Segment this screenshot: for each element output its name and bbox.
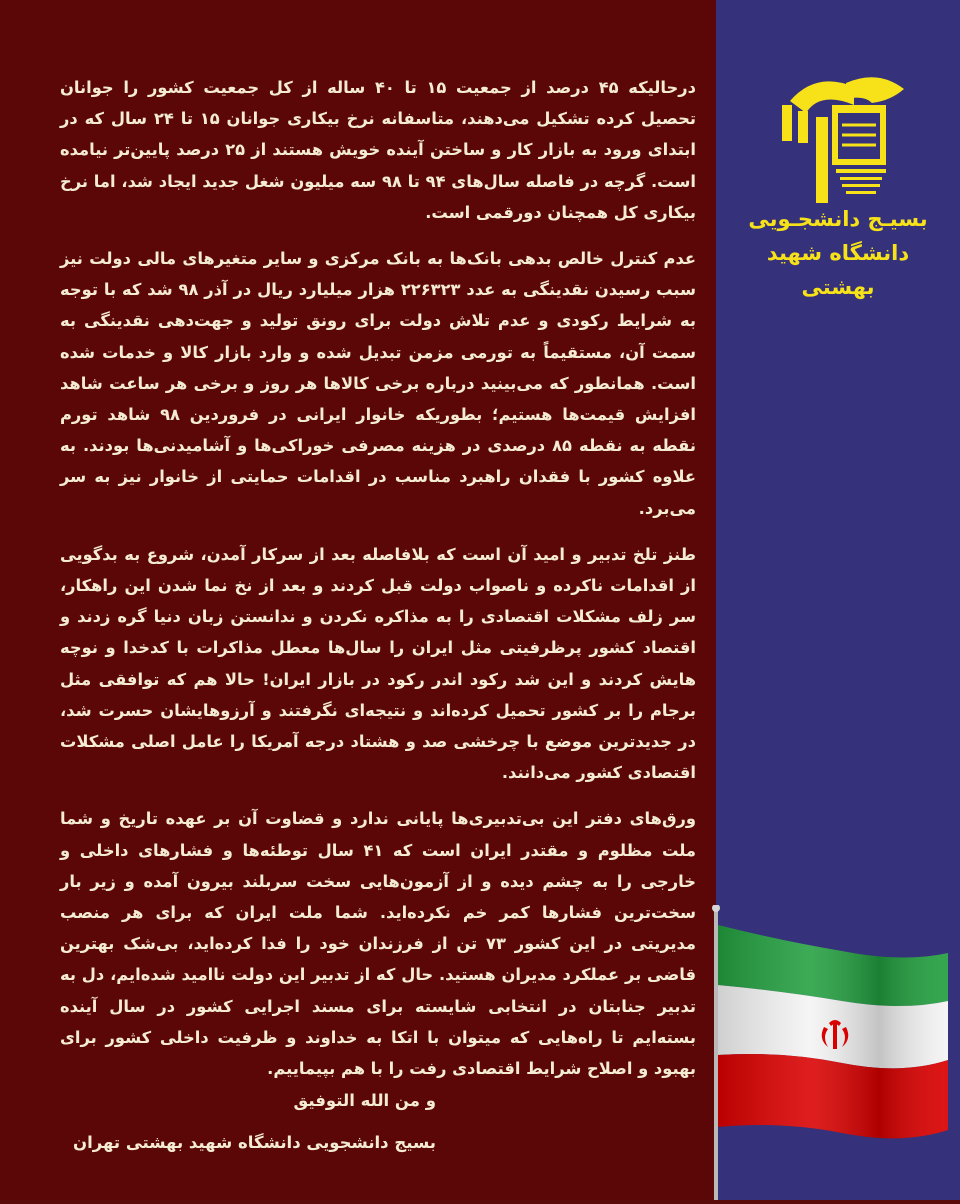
paragraph-4: ورق‌های دفتر این بی‌تدبیری‌ها پایانی ندارد و قضاوت آن بر عهده تاریخ و شما ملت مظلوم و مقتدر ایران است که ۴۱ سال توطئه‌ها و فشارهای داخلی و خارجی را به چشم دیده و از آزمون‌هایی سخت سربلند بیرون آمده و زیر بار سخت‌ترین فشارها کمر خم نکرده‌اید. شما ملت ایران که برای هر منصب مدیریتی در این کشور ۷۳ تن از فرزندان خود را فدا کرده‌اید، بی‌شک بهترین قاضی بر عملکرد مدیران هستید. حال که از تدبیر این دولت ناامید شده‌ایم، دل به تدبیر جنابتان در انتخابی شایسته برای مسند اجرایی کشور در سال آینده بسته‌ایم تا راه‌هایی که میتوان با اتکا به خداوند و ظرفیت داخلی کشور برای بهبود و اصلاح شرایط اقتصادی رفت را با هم بپیماییم. [60,809,696,1079]
closing-line: و من الله التوفیق [293,1091,436,1110]
paragraph-2: عدم کنترل خالص بدهی بانک‌ها به بانک مرکزی و سایر متغیرهای مالی دولت نیز سبب رسیدن نقدینگی به عدد ۲۲۶۳۲۳ هزار میلیارد ریال در آذر ۹۸ شد که با توجه به شرایط رکودی و عدم تلاش دولت برای رونق تولید و جهت‌دهی نقدینگی به سمت آن، مستقیماً به تورمی مزمن تبدیل شده و وارد بازار کالا و خدمات شده است. همانطور که می‌بینید درباره برخی کالاها هر روز و برخی هر ساعت شاهد افزایش قیمت‌ها هستیم؛ بطوریکه خانوار ایرانی در فروردین ۹۸ شاهد تورم نقطه به نقطه ۸۵ درصدی در هزینه مصرفی خوراکی‌ها و آشامیدنی‌ها بودند. به علاوه کشور با فقدان راهبرد مناسب در اقدامات حمایتی از خانوار نیز به سر می‌برد. [60,249,696,518]
statement-footer [16,1080,436,1164]
sidebar-title-line-2: دانشگاه شهید بهشتی [766,241,910,299]
sidebar-title [728,202,948,304]
signature-line: بسیج دانشجویی دانشگاه شهید بهشتی تهران [73,1133,436,1152]
sidebar-title-line-1: بسیـج دانشجـویی [748,207,928,231]
statement-body [60,72,696,1099]
paragraph-3: طنز تلخ تدبیر و امید آن است که بلافاصله بعد از سرکار آمدن، شروع به بدگویی از اقدامات ناکرده و ناصواب دولت قبل کردند و بعد از نخ نما شدن این راهکار، سر زلف مشکلات اقتصادی را به مذاکره نکردن و ندانستن زبان دنیا گره زدند و اقتصاد کشور پرظرفیتی مثل ایران را سال‌ها معطل مذاکرات با کدخدا و نوچه هایش کردند و این شد رکود اندر رکود در بازار ایران! حالا هم که توافقی مثل برجام را بر کشور تحمیل کرده‌اند و نتیجه‌ای نگرفتند و آرزوهایشان حسرت شد، در جدیدترین موضع با چرخشی صد و هشتاد درجه آمریکا را عامل اصلی مشکلات اقتصادی کشور می‌دانند. [60,544,696,783]
basij-logo-icon [776,65,910,205]
iran-flag-icon [712,905,952,1200]
paragraph-1: درحالیکه ۴۵ درصد از جمعیت ۱۵ تا ۴۰ ساله از کل جمعیت کشور را جوانان تحصیل کرده تشکیل می‌دهند، متاسفانه نرخ بیکاری جوانان ۱۵ تا ۲۴ سال که در ابتدای ورود به بازار کار و ساختن آینده خویش هستند از ۲۵ درصد پایین‌تر نیامده است. گرچه در فاصله سال‌های ۹۴ تا ۹۸ سه میلیون شغل جدید ایجاد شد، اما نرخ بیکاری کل همچنان دورقمی است. [60,78,696,222]
